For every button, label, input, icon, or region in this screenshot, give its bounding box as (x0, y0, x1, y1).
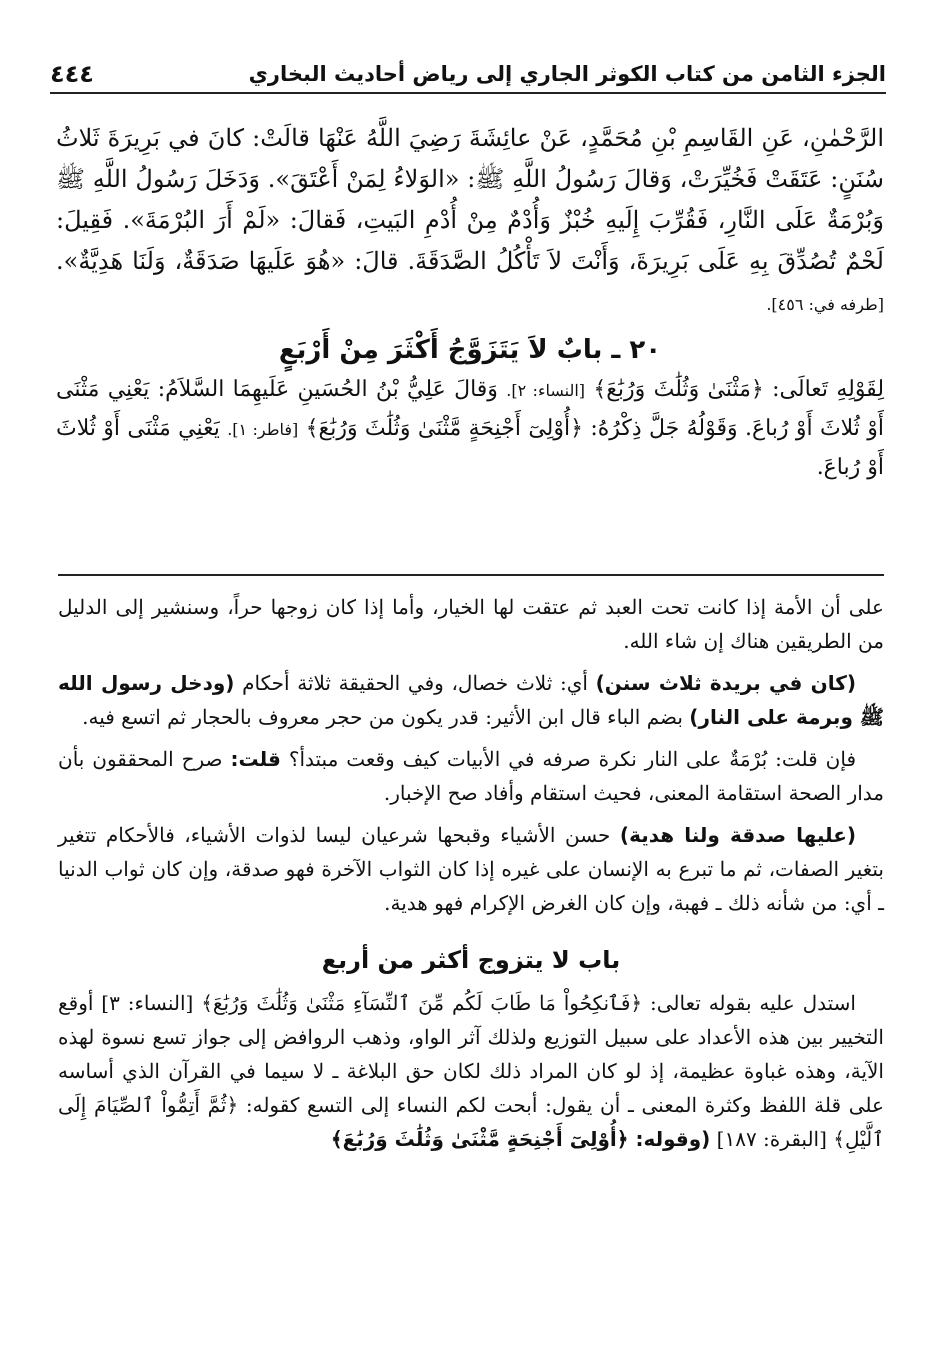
chapter-intro (56, 371, 884, 487)
quoted-phrase: (كان في بريدة ثلاث سنن) (595, 671, 856, 695)
quoted-phrase: (عليها صدقة ولنا هدية) (619, 823, 857, 847)
intro-verse-a: لِقَوْلِهِ تَعالَى: ﴿مَثْنَىٰ وَثُلَٰثَ وَرُبَٰعَ﴾ (593, 377, 885, 402)
intro-text-c: يَعْنِي مَثْنَى أَوْ ثُلاثَ أَوْ رُباعَ. (56, 416, 884, 480)
intro-text-b: وَقالَ عَلِيُّ بْنُ الحُسَينِ عَلَيهِمَا السَّلاَمُ: يَعْنِي مَثْنَى أَوْ ثُلاثَ أَوْ رُباعَ. وَقَوْلُهُ جَلَّ ذِكْرُهُ: ﴿أُوْلِىٓ أَجْنِحَةٍ مَّثْنَىٰ وَثُلَٰثَ وَرُبَٰعَ﴾ (56, 377, 884, 441)
explanation-text: حسن الأشياء وقبحها شرعيان ليسا لذوات الأشياء، فالأحكام تتغير بتغير الصفات، ثم ما تبرع به الإنسان على غيره إذا كان الثواب الآخرة فهو صدقة، وإن كان ثواب الدنيا ـ أي: من شأنه ذلك ـ فهبة، وإن كان الغرض الإكرام فهو هدية. (58, 823, 884, 915)
explanation-text: بضم الباء قال ابن الأثير: قدر يكون من حجر معروف بالحجار ثم اتسع فيه. (82, 705, 683, 729)
quoted-phrase: (ودخل رسول الله ﷺ وبرمة على النار) (58, 671, 884, 729)
commentary-paragraph-2 (58, 666, 884, 734)
commentary-paragraph-3 (58, 742, 884, 810)
answer-marker: قلت: (230, 747, 281, 771)
intro-ref-b: [فاطر: ١]. (227, 420, 299, 439)
book-title: الجزء الثامن من كتاب الكوثر الجاري إلى رياض أحاديث البخاري (248, 62, 886, 86)
explanation-text: أي: ثلاث خصال، وفي الحقيقة ثلاثة أحكام (242, 671, 588, 695)
commentary-section (58, 590, 884, 1164)
page-number: ٤٤٤ (50, 60, 94, 88)
hadith-text: الرَّحْمٰنِ، عَنِ القَاسِمِ بْنِ مُحَمَّدٍ، عَنْ عائِشَةَ رَضِيَ اللَّهُ عَنْهَا قالَتْ: كانَ في بَرِيرَةَ ثَلاثُ سُنَنٍ: عَتَقَتْ فَخُيِّرَتْ، وَقالَ رَسُولُ اللَّهِ ﷺ: «الوَلاءُ لِمَنْ أَعْتَقَ». وَدَخَلَ رَسُولُ اللَّهِ ﷺ وَبُرْمَةٌ عَلَى النَّارِ، فَقُرِّبَ إِلَيهِ خُبْزٌ وَأُدْمٌ مِنْ أُدْمِ البَيتِ، فَقالَ: «لَمْ أَرَ البُرْمَةَ». فَقِيلَ: لَحْمٌ تُصُدِّقَ بِهِ عَلَى بَرِيرَةَ، وَأَنْتَ لاَ تَأْكُلُ الصَّدَقَةَ. قالَ: «هُوَ عَلَيهَا صَدَقَةٌ، وَلَنَا هَدِيَّةٌ». (56, 124, 884, 275)
commentary-paragraph-4 (58, 818, 884, 920)
commentary-paragraph-1: على أن الأمة إذا كانت تحت العبد ثم عتقت لها الخيار، وأما إذا كان زوجها حراً، وسنشير إلى الدليل من الطريقين هناك إن شاء الله. (58, 595, 884, 653)
hadith-paragraph (56, 118, 884, 325)
tarf-reference: [طرفه في: ٤٥٦]. (766, 295, 884, 314)
running-header (50, 56, 886, 94)
chapter-heading: ٢٠ ـ بابٌ لاَ يَتَزَوَّجُ أَكْثَرَ مِنْ أَرْبَعٍ (278, 335, 662, 365)
section-divider (58, 574, 884, 576)
commentary-paragraph-5 (58, 986, 884, 1156)
intro-ref-a: [النساء: ٢]. (506, 381, 586, 400)
question-text: فإن قلت: بُرْمَةٌ على النار نكرة صرفه في الأبيات كيف وقعت مبتدأ؟ (288, 747, 856, 771)
answer-text: صرح المحققون بأن مدار الصحة استقامة المعنى، فحيث استقام وأفاد صح الإخبار. (58, 747, 884, 805)
quoted-phrase: (وقوله: ﴿أُوْلِىٓ أَجْنِحَةٍ مَّثْنَىٰ وَثُلَٰثَ وَرُبَٰعَ﴾ (330, 1127, 711, 1151)
commentary-chapter-heading: باب لا يتزوج أكثر من أربع (321, 946, 621, 974)
explanation-text: استدل عليه بقوله تعالى: ﴿فَٱنكِحُواْ مَا طَابَ لَكُم مِّنَ ٱلنِّسَآءِ مَثْنَىٰ وَثُلَٰثَ وَرُبَٰعَ﴾ [النساء: ٣] أوقع التخيير بين هذه الأعداد على سبيل التوزيع ولذلك آثر الواو، وذهب الروافض إلى جواز تسع نسوة لهذه الآية، وهذه غباوة عظيمة، إذ لو كان المراد ذلك لكان حق البلاغة ـ لا سيما في القرآن الذي أساسه على قلة اللفظ وكثرة المعنى ـ أن يقول: أبحت لكم النساء إلى التسع كقوله: ﴿ثُمَّ أَتِمُّواْ ٱلصِّيَامَ إِلَى ٱلَّيْلِ﴾ [البقرة: ١٨٧] (58, 991, 884, 1151)
hadith-section (56, 118, 884, 487)
